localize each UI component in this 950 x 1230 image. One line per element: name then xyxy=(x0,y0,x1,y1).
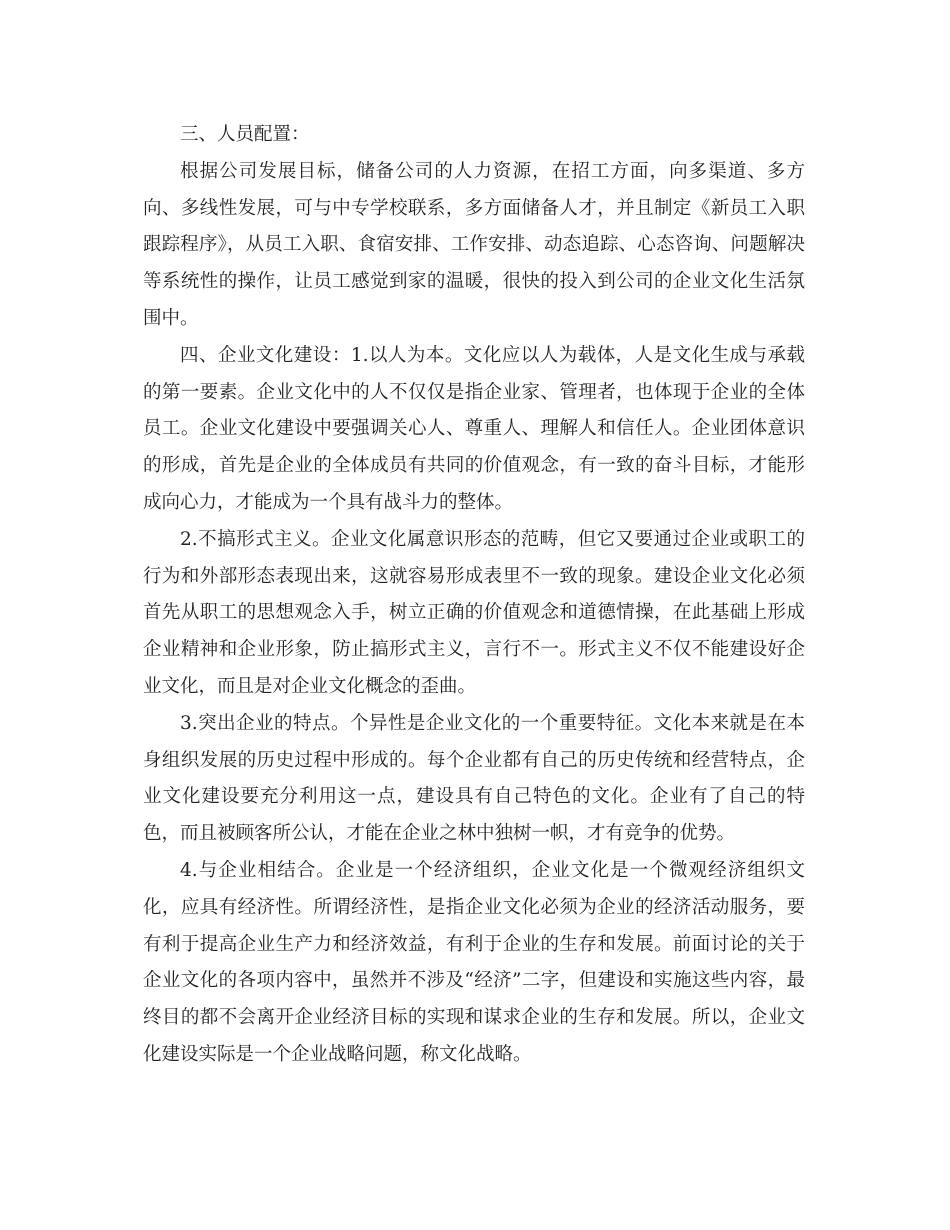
section-heading-staffing: 三、人员配置： xyxy=(180,124,310,145)
paragraph-staffing: 根据公司发展目标，储备公司的人力资源，在招工方面，向多渠道、多方向、多线性发展，可与中专学校联系，多方面储备人才，并且制定《新员工入职跟踪程序》，从员工入职、食宿安排、工作安排、动态追踪、心态咨询、问题解决等系统性的操作，让员工感觉到家的温暖，很快的投入到公司的企业文化生活氛围中。 xyxy=(143,160,805,329)
paragraph-culture-people-oriented: 四、企业文化建设：1.以人为本。文化应以人为载体，人是文化生成与承载的第一要素。企业文化中的人不仅仅是指企业家、管理者，也体现于企业的全体员工。企业文化建设中要强调关心人、尊重人、理解人和信任人。企业团体意识的形成，首先是企业的全体成员有共同的价值观念，有一致的奋斗目标，才能形成向心力，才能成为一个具有战斗力的整体。 xyxy=(143,344,805,513)
paragraph-no-formalism: 2.不搞形式主义。企业文化属意识形态的范畴，但它又要通过企业或职工的行为和外部形态表现出来，这就容易形成表里不一致的现象。建设企业文化必须首先从职工的思想观念入手，树立正确的价值观念和道德情操，在此基础上形成企业精神和企业形象，防止搞形式主义，言行不一。形式主义不仅不能建设好企业文化，而且是对企业文化概念的歪曲。 xyxy=(143,528,805,697)
paragraph-combine-with-enterprise: 4.与企业相结合。企业是一个经济组织，企业文化是一个微观经济组织文化，应具有经济性。所谓经济性，是指企业文化必须为企业的经济活动服务，要有利于提高企业生产力和经济效益，有利于企业的生存和发展。前面讨论的关于企业文化的各项内容中，虽然并不涉及“经济”二字，但建设和实施这些内容，最终目的都不会离开企业经济目标的实现和谋求企业的生存和发展。所以，企业文化建设实际是一个企业战略问题，称文化战略。 xyxy=(143,859,805,1065)
document-page xyxy=(143,117,805,1074)
paragraph-highlight-features: 3.突出企业的特点。个异性是企业文化的一个重要特征。文化本来就是在本身组织发展的历史过程中形成的。每个企业都有自己的历史传统和经营特点，企业文化建设要充分利用这一点，建设具有自己特色的文化。企业有了自己的特色，而且被顾客所公认，才能在企业之林中独树一帜，才有竞争的优势。 xyxy=(143,712,805,845)
